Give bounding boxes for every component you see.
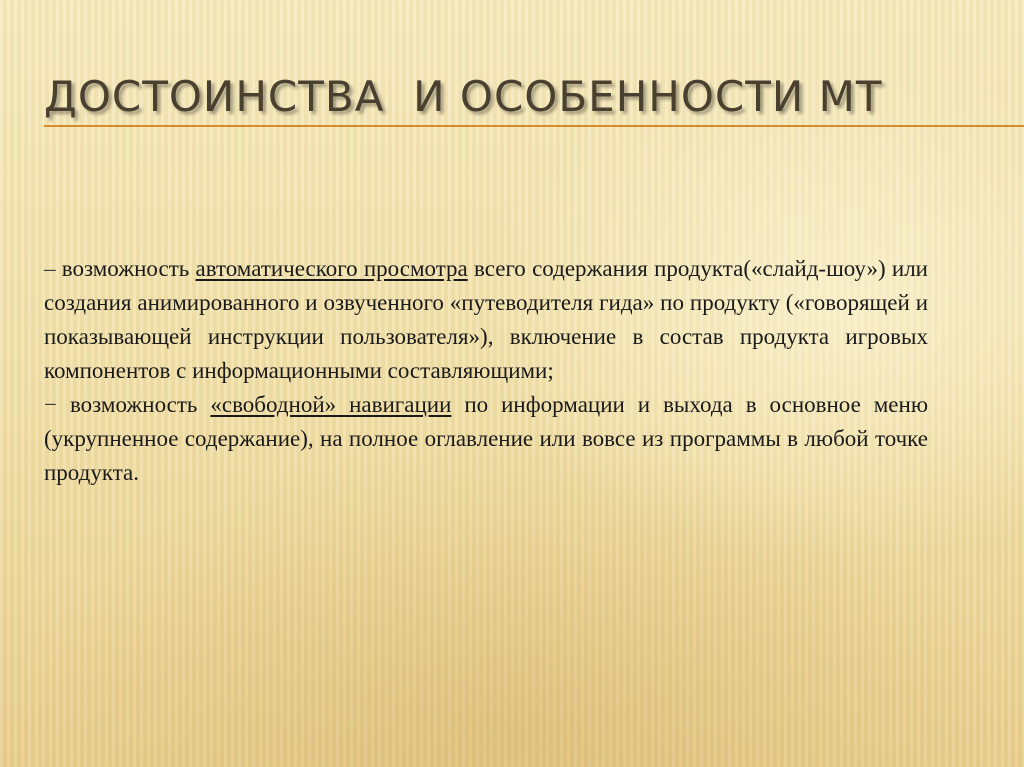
slide-title: ДОСТОИНСТВА И ОСОБЕННОСТИ МТ: [44, 72, 883, 121]
bullet-item-1: [44, 252, 928, 388]
underlined-term: «свободной» навигации: [210, 392, 452, 417]
item-text-start: возможность: [55, 256, 196, 281]
title-underline-rule: [44, 125, 1024, 127]
item-text-start: возможность: [56, 392, 211, 417]
bullet-dash: –: [44, 256, 56, 281]
item-text-rest: по информации и выхода в основное меню (укрупненное содержание), на полное оглавление или вовсе из программы в любой точке продукта.: [44, 392, 929, 485]
item-text-rest: всего содержания продукта(«слайд-шоу») или создания анимированного и озвученного «путеводителя гида» по продукту («говорящей и показывающей инструкции пользователя»), включение в состав продукта игровых компонентов с информационными составляющими;: [44, 256, 928, 383]
bullet-item-2: [44, 388, 928, 490]
slide-body: [44, 252, 928, 490]
bullet-dash: −: [44, 392, 57, 417]
underlined-term: автоматического просмотра: [195, 256, 468, 281]
